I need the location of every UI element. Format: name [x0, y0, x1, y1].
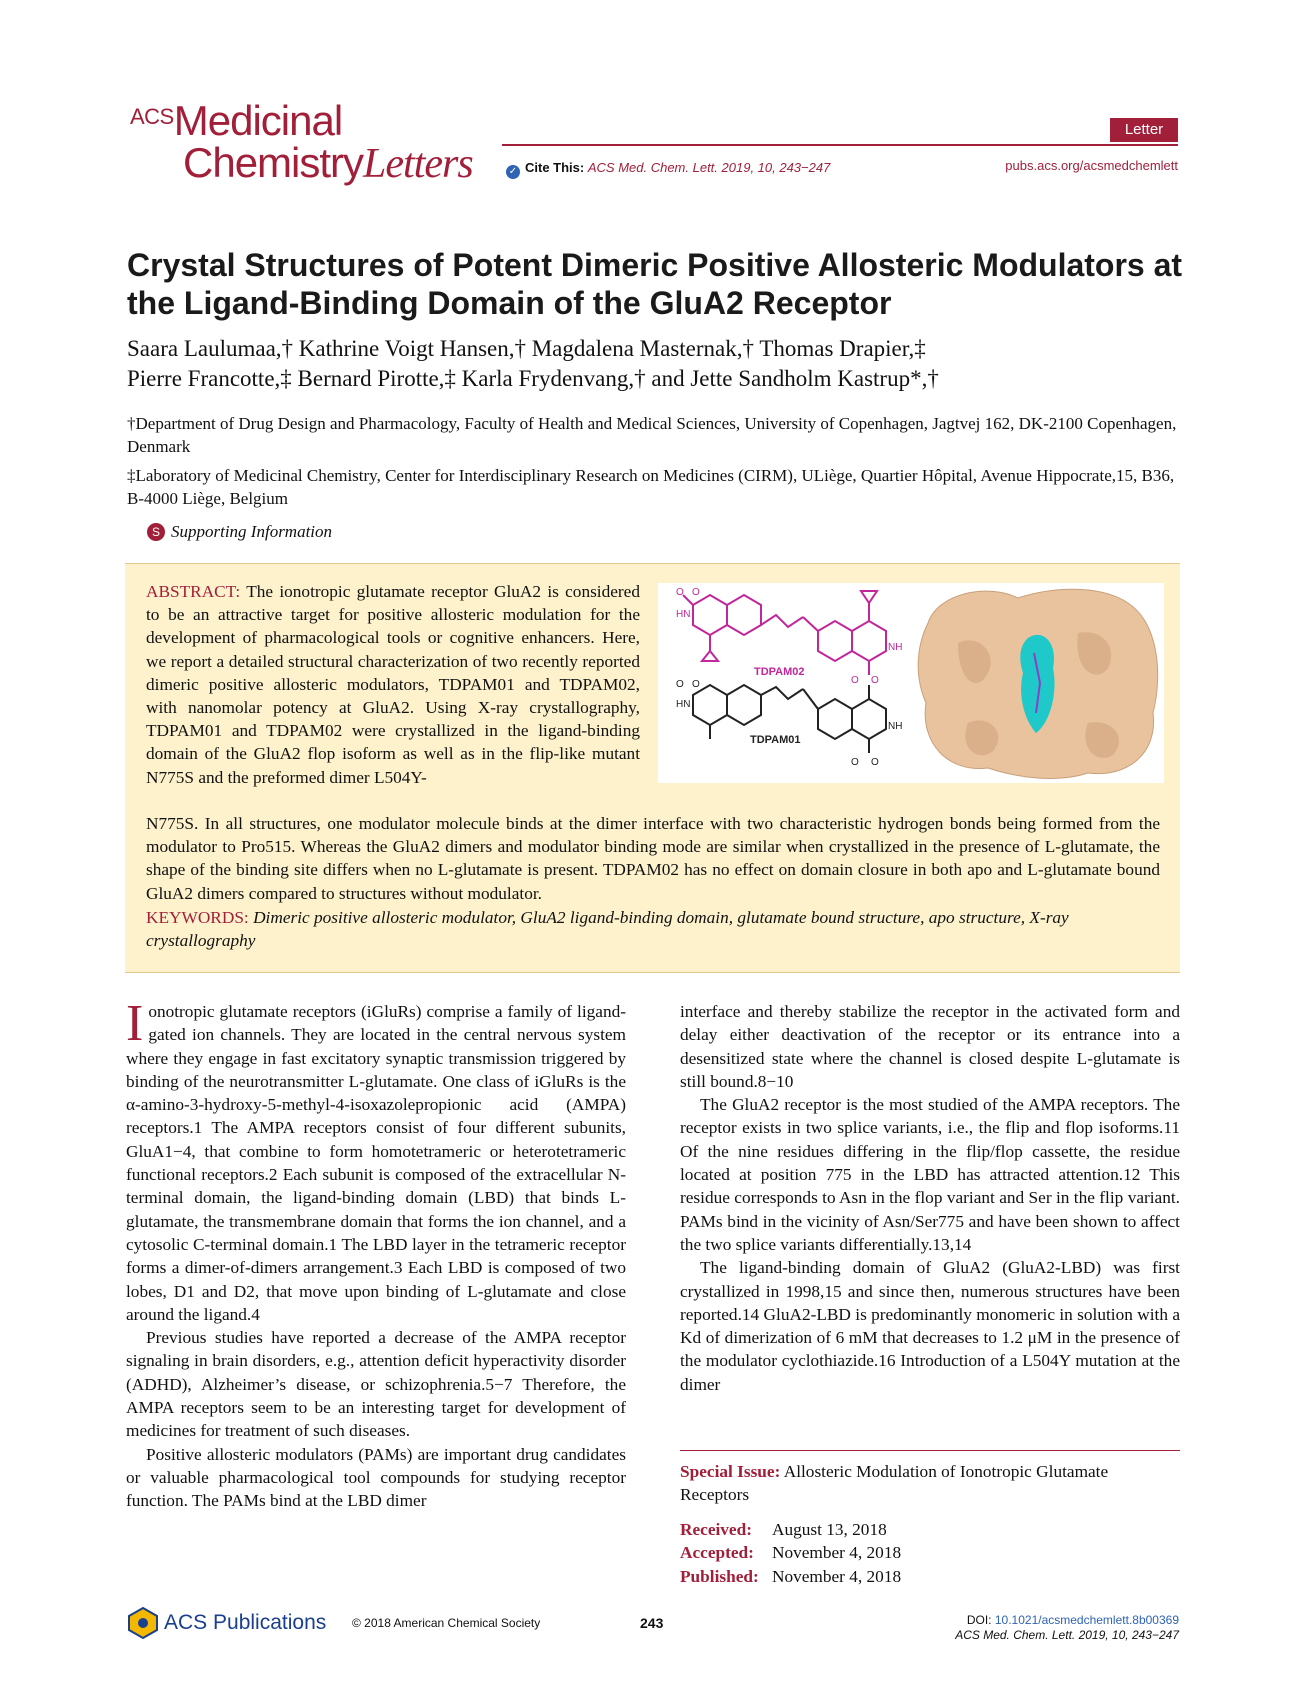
doi-link[interactable]: 10.1021/acsmedchemlett.8b00369	[994, 1613, 1179, 1627]
publisher-name: ACS Publications	[164, 1611, 327, 1634]
logo-medicinal: Medicinal	[173, 97, 343, 144]
logo-chemistry: Chemistry	[183, 139, 364, 186]
author-line-1: Saara Laulumaa,† Kathrine Voigt Hansen,† Magdalena Masternak,† Thomas Drapier,‡	[127, 336, 926, 361]
supporting-info-icon: S	[147, 523, 165, 541]
abstract-text-1: The ionotropic glutamate receptor GluA2 is considered to be an attractive target for positive allosteric modulation for the development of pharmacological tools or cognitive enhancers. Here, we report a detailed structural characterization of two recently reported dimeric positive allosteric modulators, TDPAM01 and TDPAM02, with nanomolar potency at GluA2. Using X-ray crystallography, TDPAM01 and TDPAM02 were crystallized in the ligand-binding domain of the GluA2 flop isoform as well as in the flip-like mutant N775S and the preformed dimer L504Y-	[146, 582, 640, 787]
abstract-part-2: N775S. In all structures, one modulator molecule binds at the dimer interface with two characteristic hydrogen bonds being formed from the modulator to Pro515. Whereas the GluA2 dimers and modulator binding mode are similar when crystallized in the presence of L-glutamate, the shape of the binding site differs when no L-glutamate is present. TDPAM02 has no effect on domain closure in both apo and L-glutamate bound GluA2 dimers compared to structures without modulator.	[146, 814, 1160, 903]
svg-text:O: O	[871, 675, 879, 686]
special-issue-text: Allosteric Modulation of Ionotropic Glutamate Receptors	[680, 1462, 1109, 1505]
svg-text:O: O	[851, 675, 859, 686]
svg-text:O: O	[676, 679, 684, 690]
abstract-part-1	[146, 580, 640, 789]
svg-text:O: O	[692, 587, 700, 598]
date-received: Received: August 13, 2018	[680, 1520, 887, 1539]
date-published: Published: November 4, 2018	[680, 1566, 902, 1586]
paragraph: Positive allosteric modulators (PAMs) are important drug candidates or valuable pharmacological tool compounds for studying receptor function. The PAMs bind at the LBD dimer	[126, 1444, 626, 1511]
date-accepted: Accepted: November 4, 2018	[680, 1543, 902, 1563]
footer-citation: ACS Med. Chem. Lett. 2019, 10, 243−247	[955, 1628, 1179, 1642]
keywords-text: Dimeric positive allosteric modulator, GluA2 ligand-binding domain, glutamate bound structure, apo structure, X-ray crystallography	[146, 908, 1069, 951]
special-issue-rule	[680, 1450, 1180, 1451]
tdpam02-structure	[683, 591, 886, 675]
logo-letters: Letters	[363, 141, 473, 187]
svg-text:NH: NH	[888, 721, 903, 732]
affiliation-1: †Department of Drug Design and Pharmacology, Faculty of Health and Medical Sciences, University of Copenhagen, Jagtvej 162, DK-2100 Copenhagen, Denmark	[127, 414, 1177, 456]
toc-graphic-svg	[658, 583, 1164, 783]
special-issue	[680, 1460, 1180, 1507]
check-icon: ✓	[506, 165, 520, 179]
acs-publications-logo[interactable]	[126, 1606, 326, 1640]
dropcap: I	[126, 995, 144, 1052]
journal-logo	[130, 97, 343, 144]
paragraph	[126, 995, 626, 1326]
author-list	[127, 334, 1187, 394]
svg-text:O: O	[851, 757, 859, 768]
article-dates	[680, 1518, 901, 1588]
paragraph: interface and thereby stabilize the receptor in the activated form and delay either deactivation of the receptor or its entrance into a desensitized state where the channel is closed despite L-glutamate is still bound.8−10	[680, 1002, 1180, 1091]
cite-reference[interactable]: ACS Med. Chem. Lett. 2019, 10, 243−247	[587, 160, 831, 175]
page-number: 243	[640, 1615, 664, 1631]
svg-text:O: O	[692, 679, 700, 690]
cite-label: Cite This:	[525, 160, 585, 175]
header-rule	[502, 144, 1178, 146]
svg-text:HN: HN	[676, 699, 691, 710]
supporting-info-label: Supporting Information	[171, 522, 333, 541]
paragraph: The GluA2 receptor is the most studied of the AMPA receptors. The receptor exists in two splice variants, i.e., the flip and flop isoforms.11 Of the nine residues differing in the flip/flop cassette, the residue located at position 775 in the LBD has attracted attention.12 This residue corresponds to Asn in the flop variant and Ser in the flip variant. PAMs bind in the vicinity of Asn/Ser775 and have been shown to affect the two splice variants differentially.13,14	[680, 1095, 1180, 1254]
affiliation-2: ‡Laboratory of Medicinal Chemistry, Center for Interdisciplinary Research on Medicines (CIRM), ULiège, Quartier Hôpital, Avenue Hippocrate,15, B36, B-4000 Liège, Belgium	[127, 466, 1175, 508]
abstract-label: ABSTRACT:	[146, 582, 241, 601]
copyright: © 2018 American Chemical Society	[352, 1616, 541, 1630]
toc-label-tdpam02: TDPAM02	[754, 666, 805, 678]
journal-logo-line2	[183, 139, 473, 187]
paragraph: Previous studies have reported a decrease of the AMPA receptor signaling in brain disorders, e.g., attention deficit hyperactivity disorder (ADHD), Alzheimer’s disease, or schizophrenia.5−7 Therefore, the AMPA receptors seem to be an interesting target for development of medicines for treatment of such diseases.	[126, 1328, 626, 1441]
doi-label: DOI:	[966, 1613, 992, 1627]
supporting-information-link[interactable]	[147, 522, 332, 542]
body-column-right	[680, 1000, 1180, 1396]
acs-hexagon-icon	[126, 1606, 160, 1640]
cite-this[interactable]	[506, 160, 830, 179]
svg-text:O: O	[871, 757, 879, 768]
svg-text:O: O	[676, 587, 684, 598]
logo-acs: ACS	[130, 104, 174, 129]
author-line-2: Pierre Francotte,‡ Bernard Pirotte,‡ Karla Frydenvang,† and Jette Sandholm Kastrup*,†	[127, 366, 939, 391]
svg-text:HN: HN	[676, 609, 691, 620]
paragraph: The ligand-binding domain of GluA2 (GluA2-LBD) was first crystallized in 1998,15 and since then, numerous structures have been reported.14 GluA2-LBD is predominantly monomeric in solution with a Kd of dimerization of 6 mM that decreases to 1.2 μM in the presence of the modulator cyclothiazide.16 Introduction of a L504Y mutation at the dimer	[680, 1258, 1180, 1394]
toc-graphic	[658, 583, 1164, 783]
special-issue-label: Special Issue:	[680, 1462, 781, 1481]
toc-label-tdpam01: TDPAM01	[750, 734, 801, 746]
journal-url[interactable]: pubs.acs.org/acsmedchemlett	[1005, 158, 1178, 173]
body-column-left	[126, 995, 626, 1513]
keywords	[146, 906, 1160, 952]
article-title: Crystal Structures of Potent Dimeric Positive Allosteric Modulators at the Ligand-Binding Domain of the GluA2 Receptor	[127, 247, 1183, 321]
article-type-badge: Letter	[1110, 118, 1178, 142]
svg-text:NH: NH	[888, 642, 903, 653]
doi-line[interactable]	[967, 1613, 1179, 1627]
paragraph-text: onotropic glutamate receptors (iGluRs) comprise a family of ligand-gated ion channels. They are located in the central nervous system where they engage in fast excitatory synaptic transmission triggered by binding of the neurotransmitter L-glutamate. One class of iGluRs is the α-amino-3-hydroxy-5-methyl-4-isoxazolepropionic acid (AMPA) receptors.1 The AMPA receptors consist of four different subunits, GluA1−4, that combine to form homotetrameric or heterotetrameric functional receptors.2 Each subunit is composed of the extracellular N-terminal domain, the ligand-binding domain (LBD) that binds L-glutamate, the transmembrane domain that forms the ion channel, and a cytosolic C-terminal domain.1 The LBD layer in the tetrameric receptor forms a dimer-of-dimers arrangement.3 Each LBD is composed of two lobes, D1 and D2, that move upon binding of L-glutamate and close around the ligand.4	[126, 1002, 626, 1324]
keywords-label: KEYWORDS:	[146, 908, 249, 927]
protein-surface-image	[918, 589, 1157, 778]
